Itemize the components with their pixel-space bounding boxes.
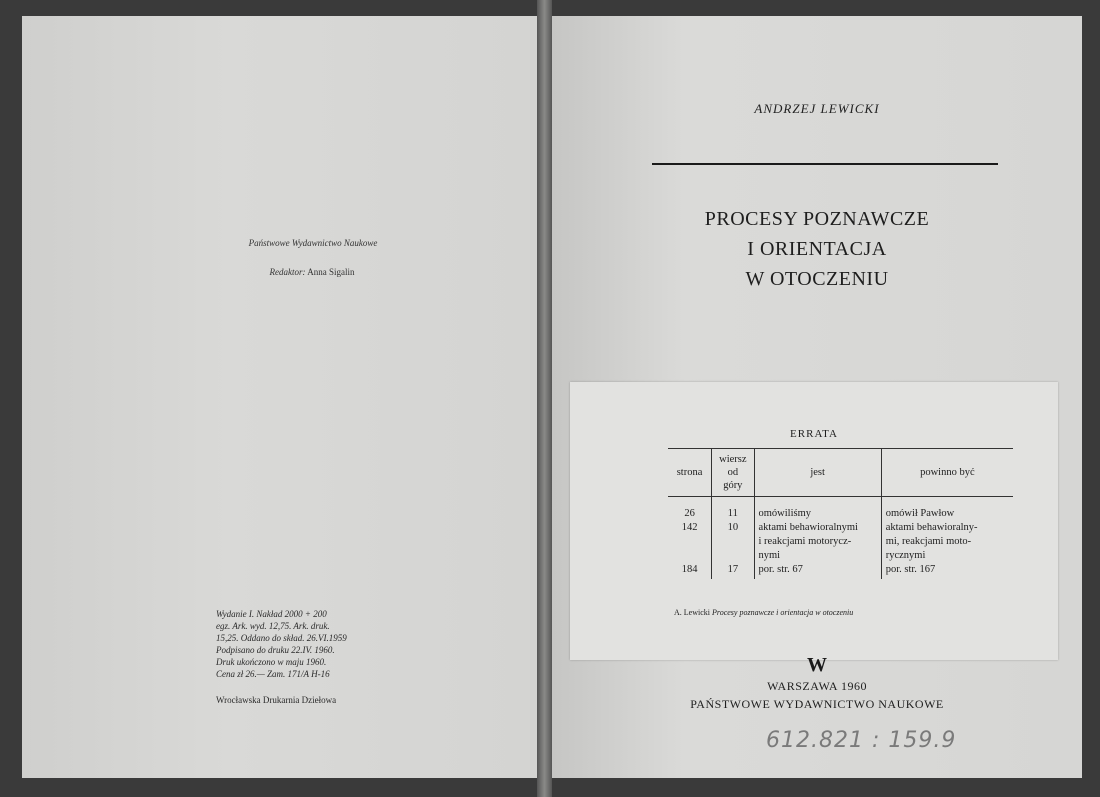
errata-table	[668, 448, 1013, 579]
printer-name: Wrocławska Drukarnia Dziełowa	[216, 695, 337, 705]
imprint-publisher: Państwowe Wydawnictwo Naukowe	[248, 238, 378, 248]
publisher-name: PAŃSTWOWE WYDAWNICTWO NAUKOWE	[690, 697, 944, 711]
cell-page: 184	[681, 564, 698, 575]
cell-text: omówiliśmy	[758, 508, 812, 519]
cell-page: 26	[684, 508, 695, 519]
cell-should-be	[881, 497, 1013, 522]
edition-line: egz. Ark. wyd. 12,75. Ark. druk.	[216, 621, 330, 631]
cell-text: aktami behawioralnymi	[758, 522, 858, 533]
cell-text: nymi	[758, 550, 781, 561]
errata-row	[668, 497, 1013, 522]
edition-line: Druk ukończono w maju 1960.	[216, 657, 327, 667]
editor-label: Redaktor:	[269, 267, 306, 277]
editor-name: Anna Sigalin	[307, 267, 355, 277]
header-page: strona	[668, 449, 712, 497]
cell-is	[754, 497, 881, 522]
right-page	[552, 16, 1082, 778]
edition-line: Cena zł 26.— Zam. 171/A H-16	[216, 669, 330, 679]
title-line: I ORIENTACJA	[747, 238, 887, 260]
errata-row	[668, 521, 1013, 563]
errata-row	[668, 563, 1013, 579]
cell-should-be	[881, 563, 1013, 579]
book-spine	[537, 0, 552, 797]
errata-title: ERRATA	[790, 428, 838, 440]
edition-line: Wydanie I. Nakład 2000 + 200	[216, 609, 327, 619]
errata-slip	[570, 382, 1058, 660]
header-should-be: powinno być	[881, 449, 1013, 497]
title-line: PROCESY POZNAWCZE	[704, 208, 930, 230]
cell-text: rycznymi	[885, 550, 926, 561]
cell-page: 142	[681, 522, 698, 533]
edition-line: Podpisano do druku 22.IV. 1960.	[216, 645, 335, 655]
cell-text: por. str. 167	[885, 564, 936, 575]
city-year: WARSZAWA 1960	[767, 679, 867, 693]
edition-line: 15,25. Oddano do skład. 26.VI.1959	[216, 633, 347, 643]
cell-line: 11	[712, 497, 754, 522]
cell-is	[754, 521, 881, 563]
cell-line: 17	[712, 563, 754, 579]
header-line	[712, 449, 754, 497]
cell-text: por. str. 67	[758, 564, 803, 575]
handwritten-shelfmark: 612.821 : 159.9	[766, 728, 957, 753]
editor-line	[232, 267, 392, 277]
edition-details	[216, 608, 396, 680]
cell-is	[754, 563, 881, 579]
errata-footer-author: A. Lewicki	[674, 608, 710, 617]
header-is: jest	[754, 449, 881, 497]
cell-line: 10	[712, 521, 754, 563]
title-line: W OTOCZENIU	[745, 268, 889, 290]
header-line-part: od	[727, 467, 739, 478]
title-rule	[652, 163, 998, 165]
errata-header-row	[668, 449, 1013, 497]
errata-footer-title: Procesy poznawcze i orientacja w otoczeniu	[712, 608, 854, 617]
header-line-part: góry	[723, 480, 743, 491]
cell-text: aktami behawioralny-	[885, 522, 978, 533]
cell-text: mi, reakcjami moto-	[885, 536, 972, 547]
header-line-part: wiersz	[719, 454, 747, 465]
publisher-logo-icon: W	[807, 654, 827, 676]
author-name: ANDRZEJ LEWICKI	[754, 101, 880, 116]
cell-should-be	[881, 521, 1013, 563]
cell-text: i reakcjami motorycz-	[758, 536, 852, 547]
book-title	[552, 204, 1082, 294]
cell-text: omówił Pawłow	[885, 508, 955, 519]
errata-footer	[674, 608, 1034, 617]
left-page	[22, 16, 537, 778]
